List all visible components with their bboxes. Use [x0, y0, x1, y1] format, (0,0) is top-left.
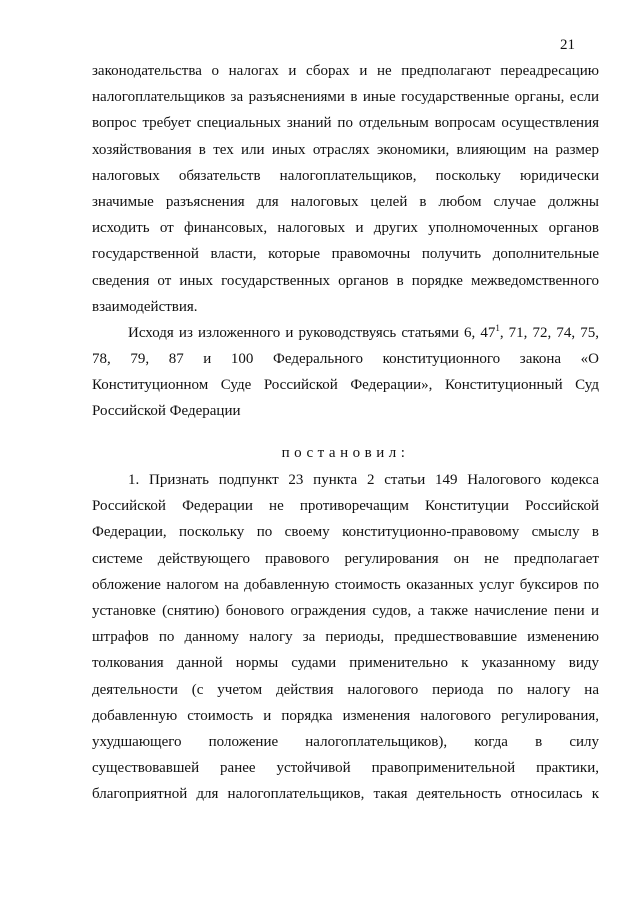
paragraph-continuation: [92, 58, 599, 425]
text-line: значимые разъяснения для налоговых целей в любом случае должны: [92, 193, 599, 210]
text-line: штрафов по данному налогу за периоды, предшествовавшие изменению: [92, 629, 599, 646]
text-line: хозяйствования в тех или иных отраслях экономики, влияющим на размер: [92, 141, 599, 158]
text-line: существовавшей ранее устойчивой правоприменительной практики,: [92, 760, 599, 777]
text-line: Конституционном Суде Российской Федерации», Конституционный Суд: [92, 377, 599, 394]
text-line: 1. Признать подпункт 23 пункта 2 статьи 149 Налогового кодекса: [128, 472, 599, 488]
text-line: государственной власти, которые правомочны получить дополнительные: [92, 246, 599, 263]
text-line: обложение налогом на добавленную стоимость оказанных услуг буксиров по: [92, 576, 599, 593]
text-segment: Исходя из изложенного и руководствуясь статьями 6, 47: [128, 324, 496, 341]
text-line: толкования данной нормы судами применительно к указанному виду: [92, 655, 599, 672]
text-line: Российской Федерации: [92, 403, 241, 420]
text-line: деятельности (с учетом действия налогового периода по налогу на: [92, 681, 599, 698]
text-line: налогоплательщиков за разъяснениями в иные государственные органы, если: [92, 89, 599, 106]
text-line: вопрос требует специальных знаний по отдельным вопросам осуществления: [92, 115, 599, 132]
text-line: добавленную стоимость и порядка изменения налогового регулирования,: [92, 707, 599, 724]
resolution-heading: постановил:: [281, 445, 410, 461]
resolution-paragraph: [92, 467, 599, 807]
text-line: налоговых обязательств налогоплательщиков, поскольку юридически: [92, 167, 599, 184]
text-line: взаимодействия.: [92, 298, 198, 315]
text-segment: , 71, 72, 74, 75,: [499, 324, 600, 341]
page-number: 21: [560, 37, 575, 53]
text-line: законодательства о налогах и сборах и не предполагают переадресацию: [92, 63, 599, 79]
text-line: Российской Федерации не противоречащим Конституции Российской: [92, 498, 599, 515]
superscript: 1: [495, 322, 500, 333]
text-line: ухудшающего положение налогоплательщиков), когда в силу: [92, 733, 599, 750]
text-line: системе действующего правового регулирования он не предполагает: [92, 550, 599, 567]
text-line: сведения от иных государственных органов в порядке межведомственного: [92, 272, 599, 289]
text-line: Федерации, поскольку по своему конституционно-правовому смыслу в: [92, 524, 599, 541]
text-line: установке (снятию) бонового ограждения судов, а также начисление пени и: [92, 602, 599, 619]
text-line: благоприятной для налогоплательщиков, такая деятельность относилась к: [92, 786, 599, 803]
text-line: 78, 79, 87 и 100 Федерального конституционного закона «О: [92, 351, 599, 368]
text-line: исходить от финансовых, налоговых и других уполномоченных органов: [92, 220, 599, 237]
text-line-with-superscript: [92, 320, 599, 346]
